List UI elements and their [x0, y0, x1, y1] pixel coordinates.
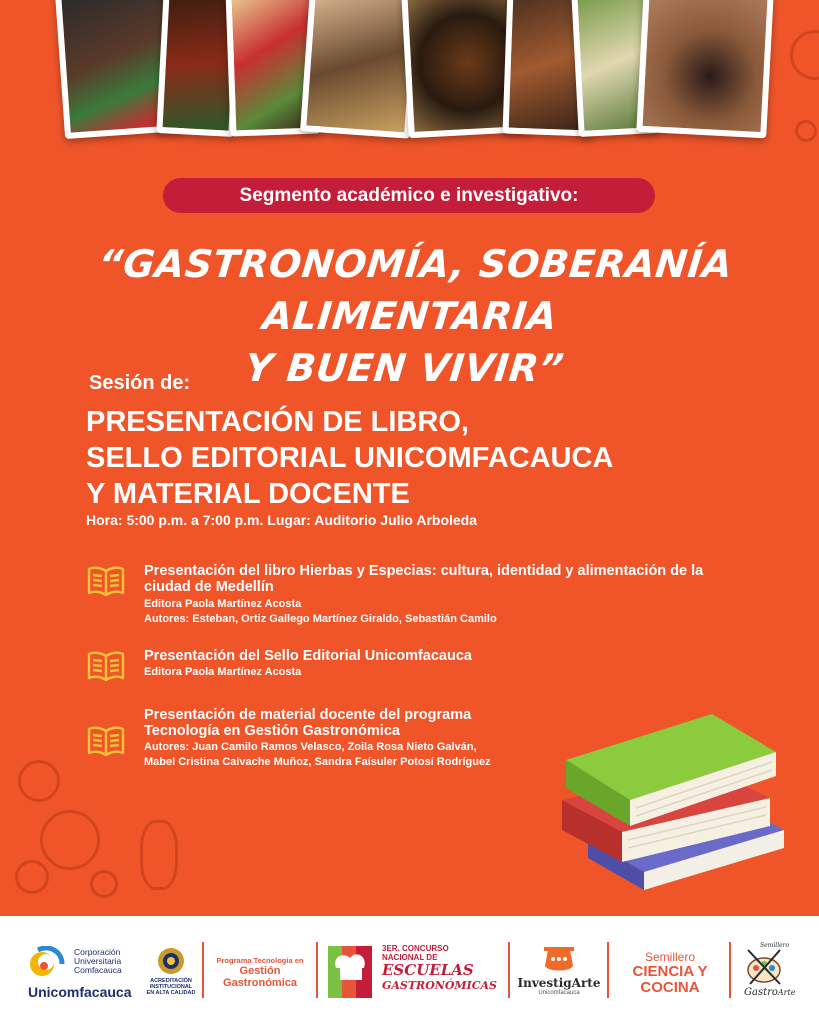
gastroarte-line: Semillero	[760, 942, 790, 949]
contest-line: ESCUELAS	[382, 961, 474, 979]
semillero-line: Semillero	[644, 950, 695, 964]
agenda-item-detail: Editora Paola Martínez Acosta	[144, 598, 302, 610]
accreditation-line: INSTITUCIONAL	[149, 984, 193, 990]
contest-line: 3ER. CONCURSO	[382, 944, 449, 953]
photo-rice-hands	[636, 0, 773, 138]
decorative-doodle	[15, 860, 49, 894]
decorative-doodle	[18, 760, 60, 802]
footer-divider	[607, 942, 609, 998]
contest-line: NACIONAL DE	[382, 953, 438, 962]
unicomfacauca-emblem-icon	[28, 946, 72, 980]
chef-hat-icon	[326, 942, 376, 1002]
gastroarte-line: Gastro	[744, 987, 778, 998]
investigarte-logo	[516, 944, 602, 996]
semillero-ciencia-cocina-logo	[614, 950, 726, 996]
main-title	[22, 238, 798, 394]
open-book-icon	[86, 723, 126, 759]
footer-divider	[508, 942, 510, 998]
semillero-line: CIENCIA Y	[632, 963, 708, 980]
agenda-item-detail: Editora Paola Martínez Acosta	[144, 666, 302, 678]
session-schedule: Hora: 5:00 p.m. a 7:00 p.m. Lugar: Auditorio Julio Arboleda	[86, 512, 478, 528]
investigarte-sub: Unicomfacauca	[538, 990, 580, 996]
session-title-line: SELLO EDITORIAL UNICOMFACAUCA	[86, 442, 614, 474]
segment-label-pill: Segmento académico e investigativo:	[163, 178, 655, 213]
decorative-doodle	[795, 120, 817, 142]
unicomfacauca-name: Unicomfacauca	[28, 984, 132, 1000]
gastroarte-line: Arte	[777, 988, 796, 997]
open-book-icon	[86, 563, 126, 599]
accreditation-seal	[142, 946, 200, 996]
decorative-doodle	[90, 870, 118, 898]
agenda-item-title: Presentación del libro Hierbas y Especias: cultura, identidad y alimentación de la ciudad de Medellín	[144, 563, 704, 595]
contest-line: GASTRONÓMICAS	[382, 979, 497, 992]
food-photo-collage	[0, 0, 819, 150]
footer-divider	[202, 942, 204, 998]
agenda-item-detail: Mabel Cristina Calvache Muñoz, Sandra Faísuler Potosí Rodríguez	[144, 756, 491, 768]
agenda-item-detail: Autores: Esteban, Ortiz Gallego Martínez Giraldo, Sebastián Camilo	[144, 613, 497, 625]
open-book-icon	[86, 648, 126, 684]
main-title-line1: “GASTRONOMÍA, SOBERANÍA ALIMENTARIA	[96, 242, 735, 338]
agenda-item-title: Presentación de material docente del programa Tecnología en Gestión Gastronómica	[144, 707, 472, 739]
program-line: Programa Tecnología en	[216, 956, 304, 965]
unicomfacauca-line: Corporación	[74, 947, 121, 957]
main-title-line2: Y BUEN VIVIR”	[242, 346, 567, 390]
session-title-line: Y MATERIAL DOCENTE	[86, 478, 410, 510]
decorative-doodle	[40, 810, 100, 870]
accreditation-line: EN ALTA CALIDAD	[146, 990, 196, 996]
book-stack-illustration	[548, 700, 798, 900]
session-title	[86, 404, 726, 512]
footer-divider	[316, 942, 318, 998]
session-label: Sesión de:	[89, 372, 191, 394]
unicomfacauca-line: Comfacauca	[74, 965, 122, 975]
contest-logo	[326, 942, 502, 1004]
investigarte-name: InvestigArte	[517, 976, 601, 990]
unicomfacauca-line: Universitaria	[74, 956, 122, 966]
program-line: Gestión	[239, 965, 281, 977]
semillero-line: COCINA	[640, 979, 700, 996]
agenda-item-detail: Autores: Juan Camilo Ramos Velasco, Zoila Rosa Nieto Galván,	[144, 741, 477, 753]
footer-divider	[729, 942, 731, 998]
sponsor-footer	[0, 916, 819, 1024]
gastroarte-logo	[736, 942, 796, 1008]
session-title-line: PRESENTACIÓN DE LIBRO,	[86, 406, 469, 438]
seal-icon	[156, 946, 186, 976]
accreditation-line: ACREDITACIÓN	[150, 978, 192, 984]
decorative-doodle	[140, 820, 178, 890]
program-logo	[210, 956, 310, 989]
pottery-icon	[540, 944, 578, 974]
program-line: Gastronómica	[223, 977, 297, 989]
agenda-item-title: Presentación del Sello Editorial Unicomfacauca	[144, 648, 472, 664]
palette-utensils-icon	[742, 948, 788, 988]
